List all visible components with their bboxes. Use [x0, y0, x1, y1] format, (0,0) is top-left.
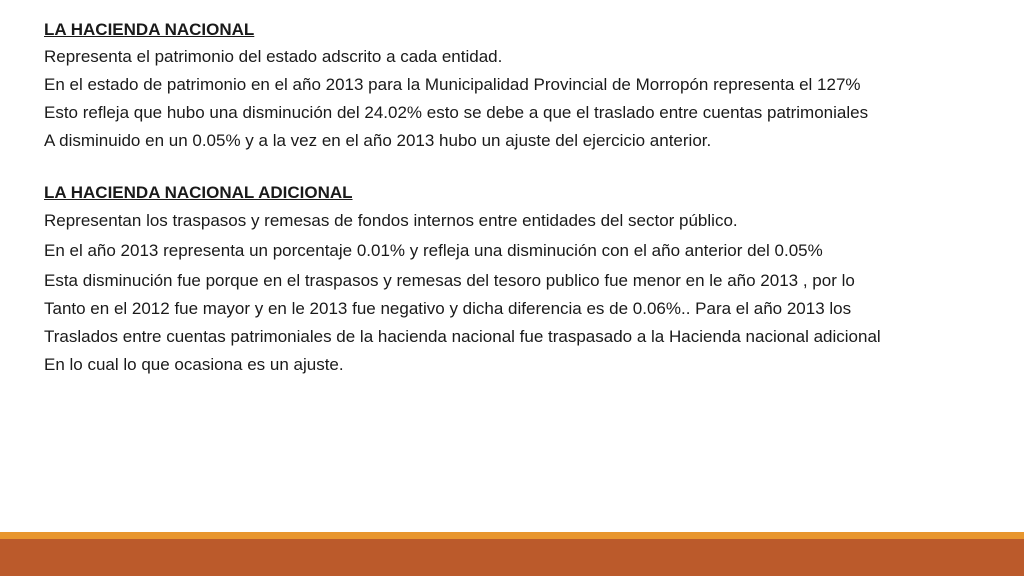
- footer-bar: [0, 539, 1024, 576]
- section2-paragraph-6: En lo cual lo que ocasiona es un ajuste.: [44, 355, 344, 374]
- section2-paragraph-5: Traslados entre cuentas patrimoniales de la hacienda nacional fue traspasado a la Hacienda nacional adicional: [44, 327, 881, 346]
- section2-paragraph-4: Tanto en el 2012 fue mayor y en le 2013 fue negativo y dicha diferencia es de 0.06%.. Para el año 2013 los: [44, 299, 852, 318]
- section1-paragraph-1: Representa el patrimonio del estado adscrito a cada entidad.: [44, 47, 503, 66]
- slide-content: [44, 20, 934, 381]
- footer-accent-stripe: [0, 532, 1024, 539]
- section1-paragraph-2: En el estado de patrimonio en el año 2013 para la Municipalidad Provincial de Morropón representa el 127%: [44, 75, 861, 94]
- section-gap: [44, 157, 934, 183]
- section1-heading: LA HACIENDA NACIONAL: [44, 20, 255, 39]
- section1-paragraph-4: A disminuido en un 0.05% y a la vez en el año 2013 hubo un ajuste del ejercicio anterior.: [44, 131, 712, 150]
- section1-paragraph-3: Esto refleja que hubo una disminución del 24.02% esto se debe a que el traslado entre cuentas patrimoniales: [44, 103, 869, 122]
- section2-heading: LA HACIENDA NACIONAL ADICIONAL: [44, 183, 353, 202]
- section2-paragraph-3: Esta disminución fue porque en el traspasos y remesas del tesoro publico fue menor en le año 2013 , por lo: [44, 271, 855, 290]
- section2-paragraph-2: En el año 2013 representa un porcentaje 0.01% y refleja una disminución con el año anterior del 0.05%: [44, 241, 823, 260]
- section2-paragraph-1: Representan los traspasos y remesas de fondos internos entre entidades del sector público.: [44, 211, 738, 230]
